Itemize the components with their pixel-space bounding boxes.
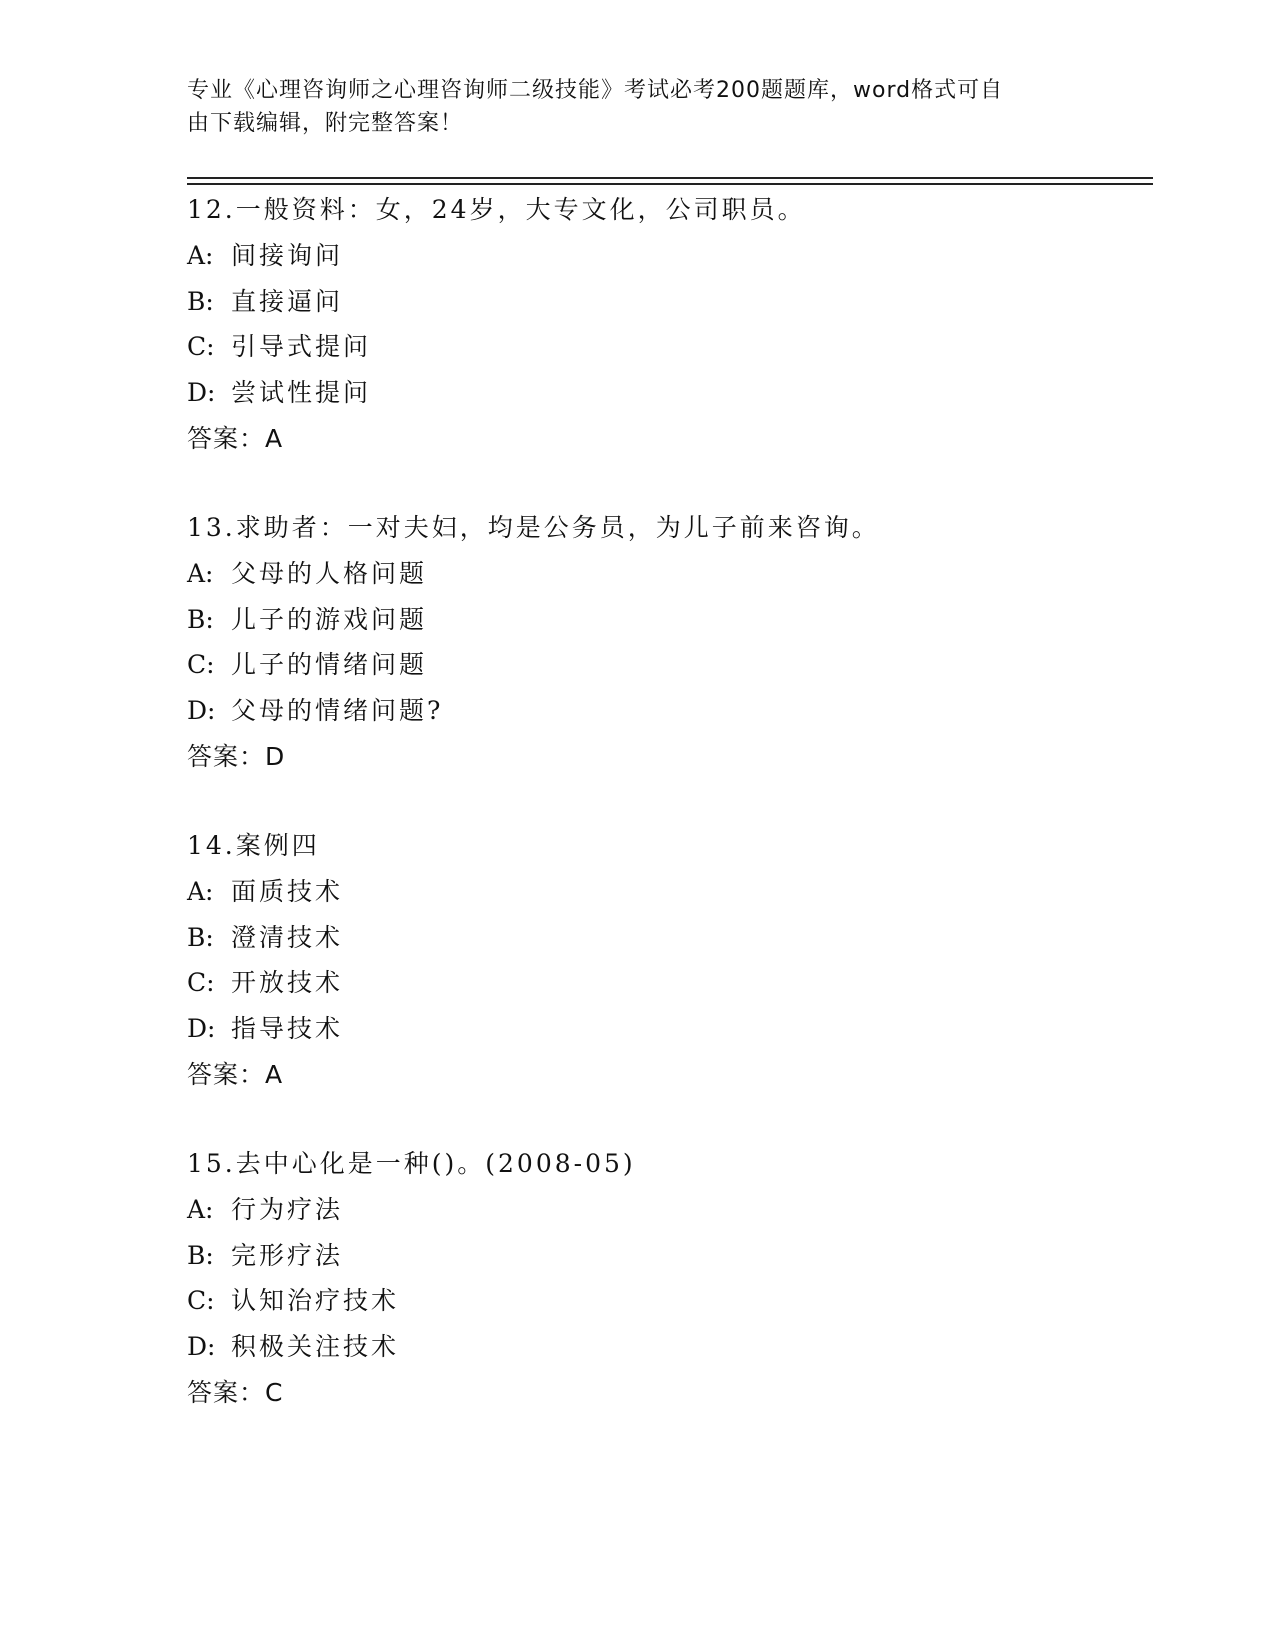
option-text: 直接逼问 — [231, 286, 344, 316]
option-text: 面质技术 — [231, 876, 344, 906]
option-text: 澄清技术 — [231, 922, 344, 952]
option-letter: A: — [187, 1194, 214, 1224]
option-c — [187, 642, 1153, 688]
question-12 — [187, 187, 1153, 505]
question-stem: 14.案例四 — [187, 831, 320, 860]
option-letter: D: — [187, 696, 216, 726]
option-letter: A: — [187, 240, 214, 270]
option-text: 父母的人格问题 — [231, 558, 428, 588]
option-letter: B: — [187, 604, 214, 634]
option-text: 儿子的情绪问题 — [231, 650, 428, 680]
option-b — [187, 597, 1153, 643]
option-c — [187, 1278, 1153, 1324]
option-text: 父母的情绪问题? — [231, 696, 444, 726]
header-divider-bottom — [187, 183, 1153, 185]
option-a — [187, 233, 1153, 279]
option-c — [187, 324, 1153, 370]
option-b — [187, 1233, 1153, 1279]
option-a — [187, 869, 1153, 915]
option-a — [187, 1187, 1153, 1233]
option-letter: A: — [187, 876, 214, 906]
option-letter: C: — [187, 968, 215, 998]
question-14 — [187, 823, 1153, 1141]
option-d — [187, 1006, 1153, 1052]
option-a — [187, 551, 1153, 597]
option-text: 行为疗法 — [231, 1194, 344, 1224]
option-text: 儿子的游戏问题 — [231, 604, 428, 634]
option-d — [187, 688, 1153, 734]
answer-line: 答案：D — [187, 741, 286, 771]
option-text: 指导技术 — [231, 1014, 344, 1044]
option-text: 引导式提问 — [231, 332, 372, 362]
option-letter: D: — [187, 1014, 216, 1044]
option-letter: B: — [187, 1240, 214, 1270]
option-text: 间接询问 — [231, 240, 344, 270]
option-letter: D: — [187, 1332, 216, 1362]
option-letter: C: — [187, 1286, 215, 1316]
option-text: 认知治疗技术 — [231, 1286, 400, 1316]
question-stem: 15.去中心化是一种()。(2008-05) — [187, 1149, 636, 1178]
question-stem: 13.求助者：一对夫妇，均是公务员，为儿子前来咨询。 — [187, 513, 880, 542]
question-list — [187, 187, 1153, 1459]
option-letter: C: — [187, 650, 215, 680]
option-letter: C: — [187, 332, 215, 362]
option-letter: B: — [187, 286, 214, 316]
answer-line: 答案：C — [187, 1377, 284, 1407]
header-divider-top — [187, 177, 1153, 179]
option-text: 积极关注技术 — [231, 1332, 400, 1362]
header-intro-line-1: 专业《心理咨询师之心理咨询师二级技能》考试必考200题题库，word格式可自 — [187, 78, 1004, 103]
question-stem: 12.一般资料：女，24岁，大专文化，公司职员。 — [187, 195, 806, 224]
option-d — [187, 370, 1153, 416]
option-text: 尝试性提问 — [231, 378, 372, 408]
option-letter: A: — [187, 558, 214, 588]
option-letter: D: — [187, 378, 216, 408]
question-13 — [187, 505, 1153, 823]
answer-line: 答案：A — [187, 1059, 284, 1089]
option-b — [187, 915, 1153, 961]
document-header — [187, 74, 1067, 140]
answer-line: 答案：A — [187, 423, 284, 453]
header-intro-line-2: 由下载编辑，附完整答案！ — [187, 111, 464, 136]
option-b — [187, 279, 1153, 325]
option-text: 完形疗法 — [231, 1240, 344, 1270]
option-letter: B: — [187, 922, 214, 952]
option-d — [187, 1324, 1153, 1370]
option-text: 开放技术 — [231, 968, 344, 998]
question-15 — [187, 1141, 1153, 1459]
option-c — [187, 960, 1153, 1006]
